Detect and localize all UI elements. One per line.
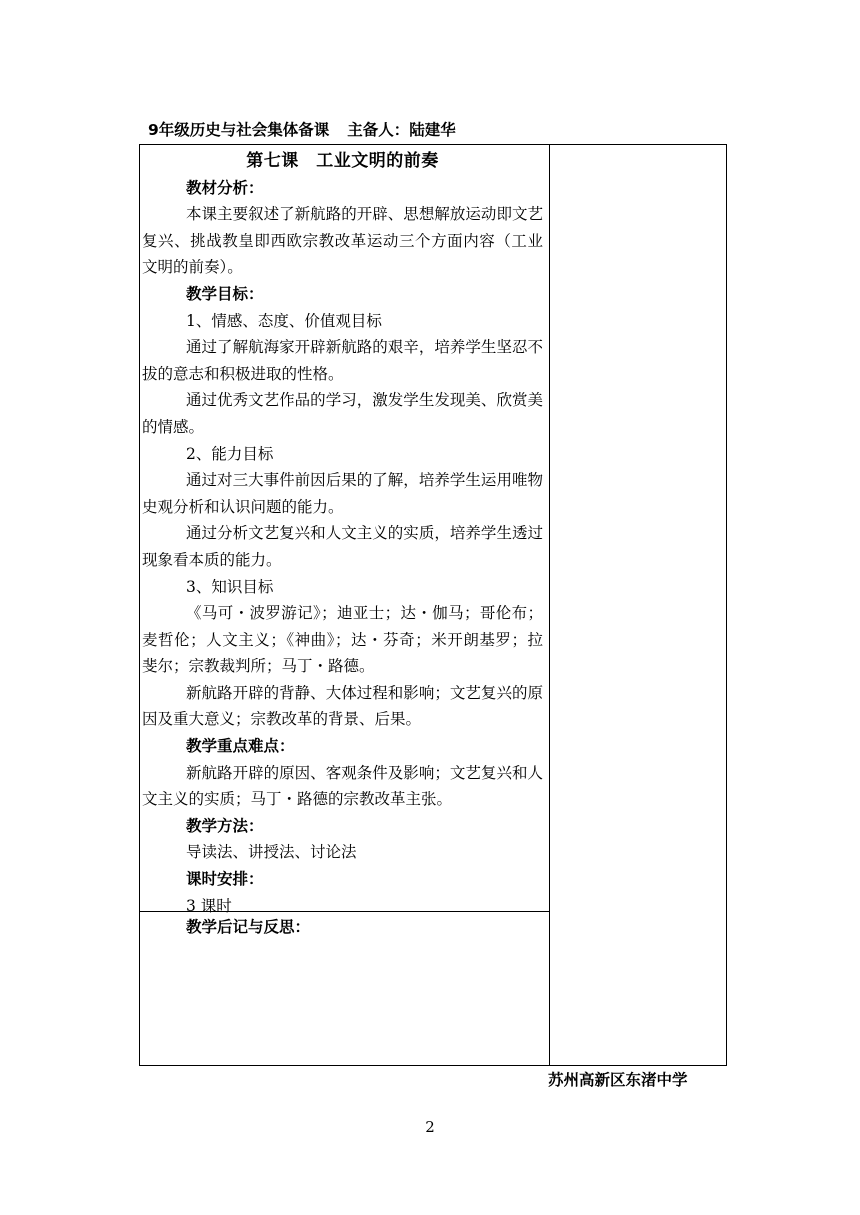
lesson-title: 第七课 工业文明的前奏 — [246, 151, 439, 171]
method-text: 导读法、讲授法、讨论法 — [186, 843, 357, 862]
goal2-paragraph-1: 通过对三大事件前因后果的了解，培养学生运用唯物史观分析和认识问题的能力。 — [142, 471, 543, 516]
method-heading: 教学方法： — [186, 816, 264, 835]
goal1-paragraph-2: 通过优秀文艺作品的学习，激发学生发现美、欣赏美的情感。 — [142, 391, 543, 436]
goal2-paragraph-2: 通过分析文艺复兴和人文主义的实质，培养学生透过现象看本质的能力。 — [142, 524, 543, 569]
goal3-heading: 3、知识目标 — [186, 577, 274, 596]
material-text: 本课主要叙述了新航路的开辟、思想解放运动即文艺复兴、挑战教皇即西欧宗教改革运动三个方面内容（工业文明的前奏）。 — [142, 205, 543, 277]
key-points-text: 新航路开辟的原因、客观条件及影响；文艺复兴和人文主义的实质；马丁・路德的宗教改革主张。 — [142, 763, 543, 809]
goal3-paragraph-1: 《马可・波罗游记》；迪亚士；达・伽马；哥伦布；麦哲伦；人文主义；《神曲》；达・芬奇；米开朗基罗；拉斐尔；宗教裁判所；马丁・路德。 — [142, 604, 543, 676]
document-header — [148, 119, 456, 141]
lesson-plan-table — [139, 144, 727, 1066]
material-heading: 教材分析： — [186, 178, 264, 197]
key-points-heading: 教学重点难点： — [186, 737, 295, 756]
goal1-heading: 1、情感、态度、价值观目标 — [186, 311, 382, 330]
goal1-paragraph-1: 通过了解航海家开辟新航路的艰辛，培养学生坚忍不拔的意志和积极进取的性格。 — [142, 338, 543, 383]
reflection-heading: 教学后记与反思： — [186, 918, 311, 936]
school-name: 苏州高新区东渚中学 — [548, 1071, 688, 1089]
schedule-text: 3 课时 — [186, 896, 232, 915]
schedule-heading: 课时安排： — [186, 870, 264, 889]
lesson-content-cell — [140, 145, 549, 919]
course-title: 9年级历史与社会集体备课 — [148, 121, 330, 139]
column-divider — [549, 145, 550, 1065]
goal2-heading: 2、能力目标 — [186, 444, 274, 463]
preparer: 主备人：陆建华 — [347, 121, 456, 139]
page-number: 2 — [425, 1118, 435, 1136]
goal3-paragraph-2: 新航路开辟的背静、大体过程和影响；文艺复兴的原因及重大意义；宗教改革的背景、后果。 — [142, 683, 543, 729]
goals-heading: 教学目标： — [186, 284, 264, 303]
